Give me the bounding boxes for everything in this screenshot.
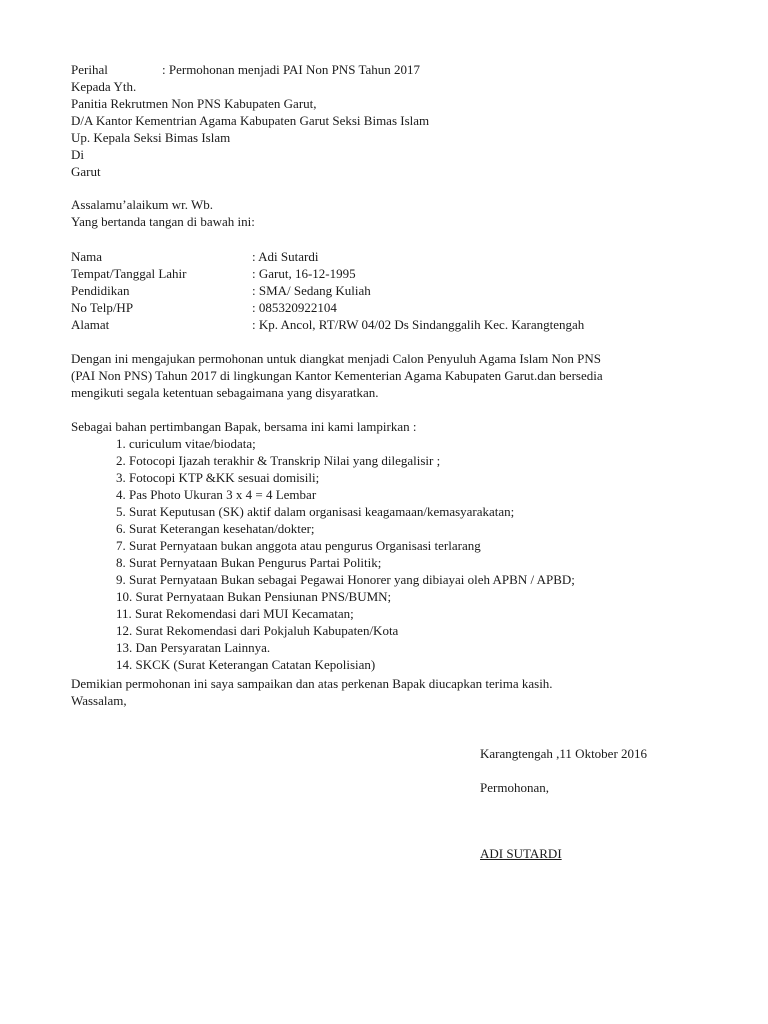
attachment-item: 9. Surat Pernyataan Bukan sebagai Pegawai Honorer yang dibiayai oleh APBN / APBD; [116, 572, 575, 587]
body-paragraph-line: Dengan ini mengajukan permohonan untuk diangkat menjadi Calon Penyuluh Agama Islam Non PNS [71, 351, 602, 366]
attachment-item: 10. Surat Pernyataan Bukan Pensiunan PNS/BUMN; [116, 589, 392, 604]
attachment-item: 6. Surat Keterangan kesehatan/dokter; [116, 521, 315, 536]
salam-line: Assalamu’alaikum wr. Wb. [71, 197, 214, 212]
identity-value: : Garut, 16-12-1995 [252, 266, 356, 281]
attachment-item: 4. Pas Photo Ukuran 3 x 4 = 4 Lembar [116, 487, 317, 502]
wassalam-line: Wassalam, [71, 693, 127, 708]
identity-value: : Kp. Ancol, RT/RW 04/02 Ds Sindanggalih Kec. Karangtengah [252, 317, 585, 332]
identity-label: Alamat [71, 317, 110, 332]
attachment-item: 7. Surat Pernyataan bukan anggota atau pengurus Organisasi terlarang [116, 538, 481, 553]
signature-name: ADI SUTARDI [480, 846, 562, 861]
recipient-line: Kepada Yth. [71, 79, 137, 94]
identity-label: No Telp/HP [71, 300, 134, 315]
recipient-line: Up. Kepala Seksi Bimas Islam [71, 130, 231, 145]
identity-value: : Adi Sutardi [252, 249, 319, 264]
body-paragraph-line: mengikuti segala ketentuan sebagaimana yang disyaratkan. [71, 385, 379, 400]
attachment-item: 12. Surat Rekomendasi dari Pokjaluh Kabupaten/Kota [116, 623, 399, 638]
intro-line: Yang bertanda tangan di bawah ini: [71, 214, 255, 229]
attachment-item: 1. curiculum vitae/biodata; [116, 436, 256, 451]
recipient-line: Panitia Rekrutmen Non PNS Kabupaten Garut, [71, 96, 317, 111]
attachment-item: 3. Fotocopi KTP &KK sesuai domisili; [116, 470, 320, 485]
attachment-intro: Sebagai bahan pertimbangan Bapak, bersama ini kami lampirkan : [71, 419, 417, 434]
attachment-item: 8. Surat Pernyataan Bukan Pengurus Partai Politik; [116, 555, 382, 570]
attachment-item: 5. Surat Keputusan (SK) aktif dalam organisasi keagamaan/kemasyarakatan; [116, 504, 515, 519]
recipient-line: Di [71, 147, 84, 162]
recipient-line: D/A Kantor Kementrian Agama Kabupaten Garut Seksi Bimas Islam [71, 113, 430, 128]
perihal-label: Perihal [71, 62, 108, 77]
identity-label: Pendidikan [71, 283, 130, 298]
attachment-item: 13. Dan Persyaratan Lainnya. [116, 640, 271, 655]
attachment-item: 2. Fotocopi Ijazah terakhir & Transkrip Nilai yang dilegalisir ; [116, 453, 441, 468]
attachment-item: 11. Surat Rekomendasi dari MUI Kecamatan; [116, 606, 354, 621]
recipient-line: Garut [71, 164, 101, 179]
signature-place-date: Karangtengah ,11 Oktober 2016 [480, 746, 648, 761]
perihal-value: : Permohonan menjadi PAI Non PNS Tahun 2017 [162, 62, 421, 77]
identity-label: Tempat/Tanggal Lahir [71, 266, 187, 281]
identity-value: : SMA/ Sedang Kuliah [252, 283, 371, 298]
signature-role: Permohonan, [480, 780, 549, 795]
body-paragraph-line: (PAI Non PNS) Tahun 2017 di lingkungan Kantor Kementerian Agama Kabupaten Garut.dan bersedia [71, 368, 603, 383]
identity-label: Nama [71, 249, 103, 264]
identity-value: : 085320922104 [252, 300, 337, 315]
closing-line: Demikian permohonan ini saya sampaikan dan atas perkenan Bapak diucapkan terima kasih. [71, 676, 553, 691]
attachment-item: 14. SKCK (Surat Keterangan Catatan Kepolisian) [116, 657, 376, 672]
